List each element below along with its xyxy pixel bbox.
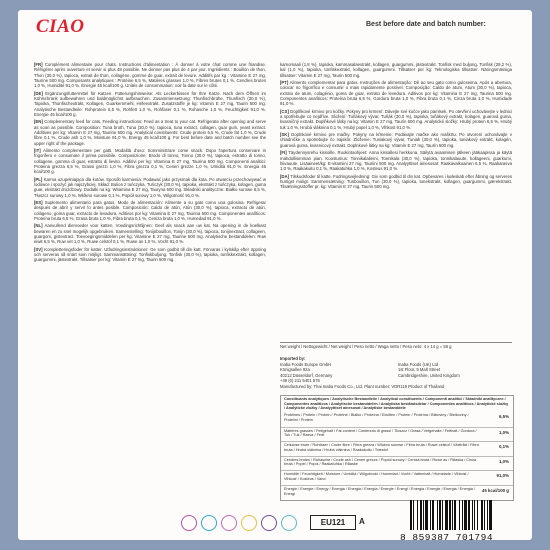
language-code: [SK] [280, 132, 289, 138]
language-code: [NL] [34, 223, 43, 229]
barcode-bar [472, 500, 473, 530]
analysis-value: 45 kcal/100 g [481, 488, 509, 493]
analysis-label: Énergie / Energie / Energy / Energia / Energia / Energía / Energie / Energi / Energia / Energie / Energia / Energia / Energi [284, 487, 476, 496]
analysis-value: 91,0% [496, 473, 509, 479]
analysis-row [281, 441, 513, 457]
analysis-value: 6,5% [498, 414, 509, 419]
paragraph-text: Doplňkové krmivo pro kočky. Pokyny pro krmení: Dávejte své kočce jako pamlsek. Po otevření uchovávejte v lednici a spotřebujte co nejdříve. Složení: Tuňákový vývar, Tuňák (30,0 %), tapioka, tuňákový extrakt, kolagen, guarová guma, kvasničný extrakt. Doplňkové látky na kg: Vitamin E 27 mg, Taurin 500 mg. Analytické složky: Hrubý protein 6,5 %, Hrubý tuk 1,0 %, Hrubá vláknina 0,1 %, Hrubý popel 1,0 %, Vlhkost 91,0 %. [280, 108, 512, 130]
flavor-icon [201, 515, 217, 531]
barcode-bar [449, 500, 451, 530]
ingredients-paragraph [34, 247, 266, 263]
best-before-label: Best before date and batch number: [366, 21, 486, 28]
ingredients-paragraph [280, 150, 512, 171]
paragraph-text: Ergänzungsfuttermittel für Katzen. Fütterungshinweise: Als Leckerbissen für Ihre Katze. Nach dem Öffnen im Kühlschrank aufbewahren und baldmöglichst aufbrauchen. Zusammensetzung: Thunfischbrühe, Thunfisch (30,0 %), Tapioka, Thunfischextrakt, Kollagen, Guarkernmehl, Hefeextrakt. Zusatzstoffe je kg: Vitamin E 27 mg, Taurin 500 mg. Analytische Bestandteile: Rohprotein 6,5 %, Rohfett 1,0 %, Rohfaser 0,1 %, Rohasche 1,0 %, Feuchtigkeit 91,0 %. Energie 45 kcal/100 g. [34, 90, 266, 117]
analysis-value: 1,0% [498, 429, 509, 435]
language-code: [FR] [34, 62, 43, 67]
flavor-icon [281, 515, 297, 531]
language-code: [DA] [280, 173, 290, 179]
importer-uk-line: Inaba Foods (UK) Ltd [398, 362, 439, 367]
language-code: [FI] [280, 150, 287, 156]
barcode-bar [454, 500, 456, 530]
importer-eu-line: Königsallee 92a [280, 367, 310, 373]
flavor-icon [261, 515, 277, 531]
paragraph-text: Alimento complementare per gatti. Modalità d'uso: Somministrare come snack. Dopo l'apertura conservare in frigorifero e consumare il prima possibile. Composizione: Brodo di tonno, Tonno (30,0 %), tapioca, estratto di tonno, collagene, gomma di guar, estratto di lievito. Additivi per kg: Vitamina E 27 mg, Taurina 500 mg. Componenti analitici: Proteina grezza 6,5 %, Grassi grezzi 1,0 %, Fibra grezza 0,1 %, Ceneri grezze 1,0 %, Umidità 91,0 %. Energia 45 kcal/100 g. [34, 148, 266, 175]
ingredients-paragraph [280, 132, 512, 148]
left-text-column [34, 62, 266, 458]
importer-eu-line: +49 (0) 211 5401 576 [280, 378, 320, 384]
paragraph-text: Kompletteringsfoder för katter. Utfodringsinstruktioner: Ge som godbit till din katt. Förvaras i kylskåp efter öppning och serveras så snart som möjligt. Sammansättning: Tonfiskbuljong, Tonfisk (30,0 %), tapioka, tonfiskextrakt, kollagen, guargummi, jästextrakt. Tillsatser per kg: Vitamin E 27 mg, Taurin 500 mg. [34, 246, 266, 263]
eu-suffix: A [359, 517, 365, 526]
language-code: [ES] [34, 200, 43, 206]
barcode-bar [442, 500, 443, 530]
ingredients-paragraph [280, 80, 512, 106]
barcode-bar [489, 500, 492, 530]
ingredients-paragraph [280, 109, 512, 130]
importer-eu [280, 362, 332, 384]
barcode-bar [462, 500, 463, 530]
language-code: [SV] [34, 246, 43, 252]
analysis-label: Cellulose brute / Rohfaser / Crude fibre / Fibra grezza / Włókno surowe / Fibra bruta / Ruwe celstof / Växttråd / Fibra bruta / Hrubá vláknina / Hrubá vláknina / Raakakuitu / Træstof [284, 443, 479, 452]
language-code: [PT] [280, 80, 289, 86]
ingredients-paragraph [34, 119, 266, 145]
paragraph-text: Suplemento alimentario para gatos. Modo de alimentación: Alimente a su gato como una golosina. Refrigerar después de abrir y servir lo antes posible. Composición: Caldo de atún, Atún (30,0 %), tapioca, extracto de atún, colágeno, goma guar, extracto de levadura. Aditivos por kg: Vitamina E 27 mg, Taurina 500 mg. Componentes analíticos: Proteína bruta 6,5 %, Grasa bruta 1,0 %, Fibra bruta 0,1 %, Ceniza bruta 1,0 %, Humedad 91,0 %. [34, 200, 266, 221]
analysis-title: Constituants analytiques / Analytische Bestandteile / Analytical constituents / Componenti analitici / Składniki analityczne / Componentes analíticos / Analytische bestanddelen / Analytiska beståndsdelar / Componentes analíticos / Analytické složky / Analytické zložky / Analyyttiset ainesosat / Analytiske bestanddele [284, 397, 509, 411]
language-code: [EN] [34, 119, 43, 125]
barcode-bar [420, 500, 422, 530]
barcode-bar [474, 500, 475, 530]
importer-uk-line: Cambridgeshire, United Kingdom [398, 372, 460, 378]
analysis-title-row [281, 396, 513, 412]
eu-code-box [310, 515, 356, 530]
flavor-icon [241, 515, 257, 531]
importer-uk-line: 1st Floor, 9 Malt Street [398, 367, 441, 373]
analysis-row [281, 485, 513, 501]
ingredients-paragraph [280, 174, 512, 190]
divider [280, 342, 512, 343]
barcode-bar [487, 500, 488, 530]
ingredients-paragraph [280, 62, 512, 78]
analysis-value: 0,1% [498, 444, 509, 450]
barcode-bar [477, 500, 478, 530]
importer-uk [398, 362, 460, 378]
paragraph-text: Täydennysrehu kissoille. Ruokintaohjeet: Anna kissallesi herkkuna. Säilytä avaamisen jälkeen jääkaapissa ja käytä mahdollisimman pian. Koostumus: Tonnikalaliemi, Tonnikala (30,0 %), tapioka, tonnikalauute, kollageeni, guarkumi, hiivauute. Lisäaineet/kg: E-vitamiini 27 mg, Tauriini 500 mg. Analyyttiset ainesosat: Raakavalkuainen 6,5 %, Raakarasva 1,0 %, Raakakuitu 0,1 %, Raakatuhka 1,0 %, Kosteus 91,0 %. [280, 150, 512, 172]
paragraph-text: Tilskudsfoder til katte. Fodringsvejledning: Giv som godbid til din kat. Opbevares i køleskab efter åbning og serveres hurtigst muligt. Sammensætning: Tunbouillon, Tun (30,0 %), tapioka, tunekstrakt, kollagen, guargummi, gærekstrakt. Tilsætningsstoffer pr. kg: Vitamin E 27 mg, Taurin 500 mg. [280, 173, 512, 190]
barcode-bar [425, 500, 428, 530]
importer-eu-line: Inaba Foods Europe GmbH [280, 362, 332, 367]
barcode-bar [432, 500, 434, 530]
ingredients-paragraph [34, 148, 266, 174]
paragraph-text: Complementary feed for cats. Feeding instructions: Feed as a treat to your cat. Refrigerate after opening and serve as soon as possible. Composition: Tuna broth, Tuna (30,0 %), tapioca, tuna extract, collagen, guar gum, yeast extract. Additives per kg: Vitamin E 27 mg, Taurine 500 mg. Analytical constituents: Crude protein 6,5 %, Crude fat 1,0 %, Crude fibre 0,1 %, Crude ash 1,0 %, Moisture 91,0 %. Energy 45 kcal/100 g. For best before date and batch number see the upper right of the package. [34, 119, 266, 146]
barcode-bar [484, 500, 485, 530]
analysis-label: Protéines / Protein / Protein / Proteine / Białko / Proteína / Eiwitten / Protein / Proteína / Bílkoviny / Bielkoviny / Proteiini / Protein [284, 413, 469, 422]
paragraph-text: Karma uzupełniająca dla kotów. Sposób karmienia: Podawać jako przysmak dla kota. Po otwarciu przechowywać w lodówce i spożyć jak najszybciej. Skład: Bulion z tuńczyka, Tuńczyk (30,0 %), tapioka, ekstrakt z tuńczyka, kolagen, guma guar, ekstrakt drożdżowy. Dodatki na kg: Witamina E 27 mg, Tauryna 500 mg. Składniki analityczne: Białko surowe 6,5 %, Tłuszcz surowy 1,0 %, Włókno surowe 0,1 %, Popiół surowy 1,0 %, Wilgotność 91,0 %. [34, 176, 266, 198]
analysis-row [281, 470, 513, 486]
analysis-row [281, 412, 513, 427]
ingredients-paragraph [34, 62, 266, 88]
importer-eu-line: 40212 Düsseldorf, Germany [280, 372, 333, 378]
paragraph-text: kamomaali (1,8 %), tapioka, kammasalaextrakt, kollagen, guargummi, jästextrakt. Tonfisk med buljong. Tonfisk (28,2 %), kal (1,0 %), tapioka, tonfiskextrakt, kollagen, guargummi. Tillsatser per kg: Teknologiska tillsatser. Näringsmässiga tillsatser: Vitamin E 27 mg, Taurin 500 mg. [280, 62, 512, 78]
net-weight: Net weight / Nettogewicht / Net weight / Peso netto / Waga netto / Peso neto: 4 x 14 g = 56 g [280, 344, 452, 349]
paragraph-text: Aanvullend diervoeder voor katten. Voedingsrichtlijnen: Geef als snack aan uw kat. Na opening in de koelkast bewaren en zo snel mogelijk opgebruiken. Samenstelling: Tonijnbouillon, Tonijn (30,0 %), tapioca, tonijnextract, collageen, guargom, gistextract. Toevoegingsmiddelen per kg: Vitamine E 27 mg, Taurine 500 mg. Analytische bestanddelen: Ruw eiwit 6,5 %, Ruw vet 1,0 %, Ruwe celstof 0,1 %, Ruwe as 1,0 %, Vocht 91,0 %. [34, 223, 266, 245]
manufacturer: Manufactured by: Thai Inaba Foods Co., Ltd. Plant number: VDR119 Product of Thailand [280, 384, 445, 389]
analysis-label: Cendres brutes / Rohasche / Crude ash / Ceneri grezze / Popiół surowy / Ceniza bruta / Ruwe as / Råaska / Cinza bruta / Popel / Popol / Raakatuhka / Råaske [284, 457, 477, 467]
ingredients-paragraph [34, 91, 266, 117]
paragraph-text: Complément alimentaire pour chats. Instructions d'alimentation : À donner à votre chat comme une friandise. Réfrigérer après ouverture et servir si plus 48 possible. Ne donner pas plus de 4 par jour. Ingrédients : Bouillon de thon, Thon (30,0 %), tapioca, extrait de thon, collagène, gomme de guar, extrait de levure. Additifs par kg : Vitamine E 27 mg, Taurine 500 mg. Composants analytiques : Protéine 6,5 %, Matières grasses 1,0 %, Fibres brutes 0,1 %, Cendres brutes 1,0 %, Humidité 91,0 %. Énergie 45 kcal/100 g. Unités de consommation: voir la date sur le côté. [34, 62, 266, 89]
ingredients-paragraph [34, 200, 266, 221]
ingredients-paragraph [34, 177, 266, 198]
barcode-bar [452, 500, 453, 530]
barcode-bar [423, 500, 424, 530]
language-code: [IT] [34, 148, 41, 154]
barcode-bar [464, 500, 467, 530]
paragraph-text: Alimento complementar para gatos. Instruções de alimentação: Dê ao seu gato como guloseima. Após a abertura, colocar no frigorífico e consumir o mais rapidamente possível. Composição: Caldo de atum, Atum (30,0 %), tapioca, extrato de atum, colagénio, goma de guar, extrato de levedura. Aditivos por kg: Vitamina E 27 mg, Taurina 500 mg. Componentes analíticos: Proteína bruta 6,5 %, Gordura bruta 1,0 %, Fibra bruta 0,1 %, Cinza bruta 1,0 %, Humidade 91,0 %. [280, 80, 512, 107]
paragraph-text: Doplnkové krmivo pre mačky. Pokyny na kŕmenie: Podávajte mačke ako maškrtu. Po otvorení uchovávajte v chladničke a spotrebujte čo najskôr. Zloženie: Tuniakový vývar, Tuniak (30,0 %), tapioka, tuniakový extrakt, kolagén, guarová guma, kvasnicový extrakt. Doplnkové látky na kg: Vitamín E 27 mg, Taurín 500 mg. [280, 132, 512, 148]
analysis-label: Matières grasses / Fettgehalt / Fat content / Contenuto di grassi / Tłuszcz / Grasa / Vetgehalte / Fetthalt / Gordura / Tuk / Tuk / Rasva / Fedt [284, 428, 477, 438]
analysis-value: 1,0% [498, 458, 509, 464]
barcode-bar [437, 500, 438, 530]
barcode-bar [413, 500, 414, 530]
barcode-bar [445, 500, 448, 530]
language-code: [DE] [34, 90, 43, 96]
package-label [18, 10, 532, 540]
barcode [408, 500, 518, 530]
barcode-bar [430, 500, 431, 530]
flavor-icon [221, 515, 237, 531]
flavor-icon [181, 515, 197, 531]
barcode-bar [481, 500, 483, 530]
language-code: [PL] [34, 176, 43, 182]
ingredients-paragraph [34, 223, 266, 244]
barcode-bar [410, 500, 412, 530]
barcode-number: 8 859387 701794 [400, 532, 494, 540]
right-text-column [280, 62, 512, 340]
language-code: [CS] [280, 108, 289, 114]
barcode-bar [417, 500, 418, 530]
eu-code: EU121 [320, 518, 346, 527]
analysis-table [280, 395, 514, 501]
barcode-bar [459, 500, 460, 530]
brand-logo: CIAO [36, 16, 85, 37]
barcode-bar [468, 500, 470, 530]
barcode-bar [439, 500, 441, 530]
analysis-row [281, 427, 513, 443]
analysis-row [281, 456, 513, 472]
analysis-label: Humidité / Feuchtigkeit / Moisture / Umidità / Wilgotność / Humedad / Vocht / Vattenhalt / Humidade / Vlhkost / Vlhkosť / Kosteus / Vand [284, 472, 469, 481]
imported-by-label: Imported by: [280, 356, 306, 361]
